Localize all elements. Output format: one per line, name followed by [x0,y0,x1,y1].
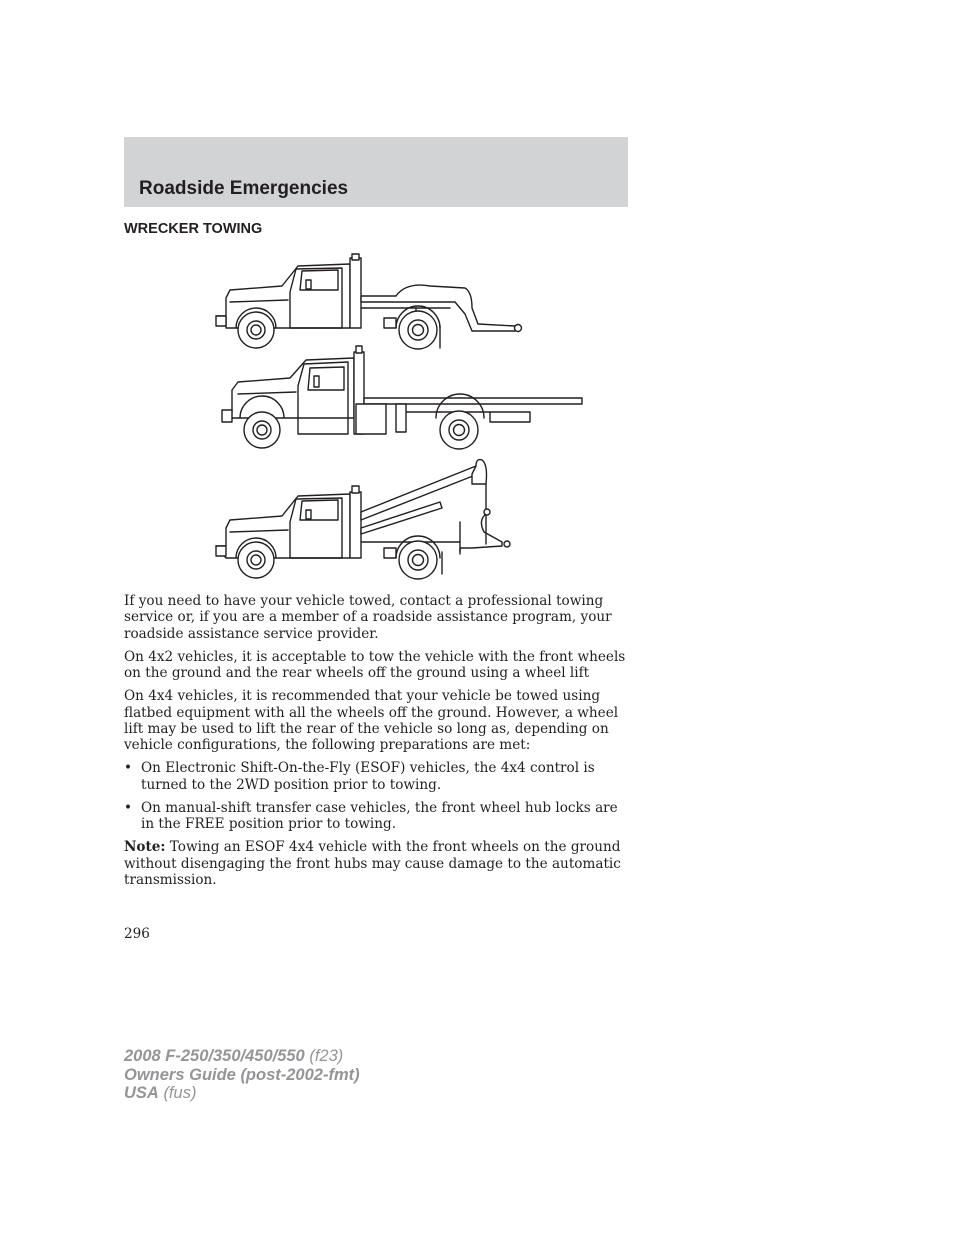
footer-market: USA [124,1084,159,1102]
tow-trucks-illustration [210,252,590,584]
bullet-item-esof [124,760,634,793]
bullet-text: On manual-shift transfer case vehicles, the front wheel hub locks are in the FREE position prior to towing. [141,799,618,833]
subheading: WRECKER TOWING [124,221,263,237]
bullet-icon: • [124,799,133,816]
bullet-item-manual-shift [124,800,634,833]
paragraph-4x2-towing: On 4x2 vehicles, it is acceptable to tow the vehicle with the front wheels on the ground and the rear wheels off the ground using a wheel lift [124,648,626,682]
wheel-lift-tow-truck [216,254,522,349]
paragraph-towing-contact: If you need to have your vehicle towed, contact a professional towing service or, if you are a member of a roadside assistance program, your roadside assistance service provider. [124,593,612,642]
footer [124,1047,360,1103]
page-number: 296 [124,926,150,942]
footer-model-code: (f23) [309,1047,344,1065]
footer-line-model [124,1047,360,1066]
note-text: Towing an ESOF 4x4 vehicle with the front wheels on the ground without disengaging the front hubs may cause damage to the automatic transmission. [124,839,621,889]
flatbed-tow-truck [222,346,582,449]
section-title: Roadside Emergencies [139,178,349,199]
footer-model: 2008 F-250/350/450/550 [124,1047,305,1065]
footer-line-market [124,1084,360,1103]
body-text [124,593,634,895]
footer-guide-title: Owners Guide (post-2002-fmt) [124,1065,360,1084]
paragraph-4x4-towing: On 4x4 vehicles, it is recommended that your vehicle be towed using flatbed equipment with all the wheels off the ground. However, a wheel lift may be used to lift the rear of the vehicle so long as, depending on vehicle configurations, the following preparations are met: [124,688,619,754]
bullet-icon: • [124,760,133,777]
note-label: Note: [124,839,166,856]
boom-wrecker-tow-truck [216,460,510,579]
bullet-text: On Electronic Shift-On-the-Fly (ESOF) vehicles, the 4x4 control is turned to the 2WD position prior to towing. [141,760,595,793]
note-paragraph [124,839,634,888]
footer-market-code: (fus) [163,1084,197,1102]
